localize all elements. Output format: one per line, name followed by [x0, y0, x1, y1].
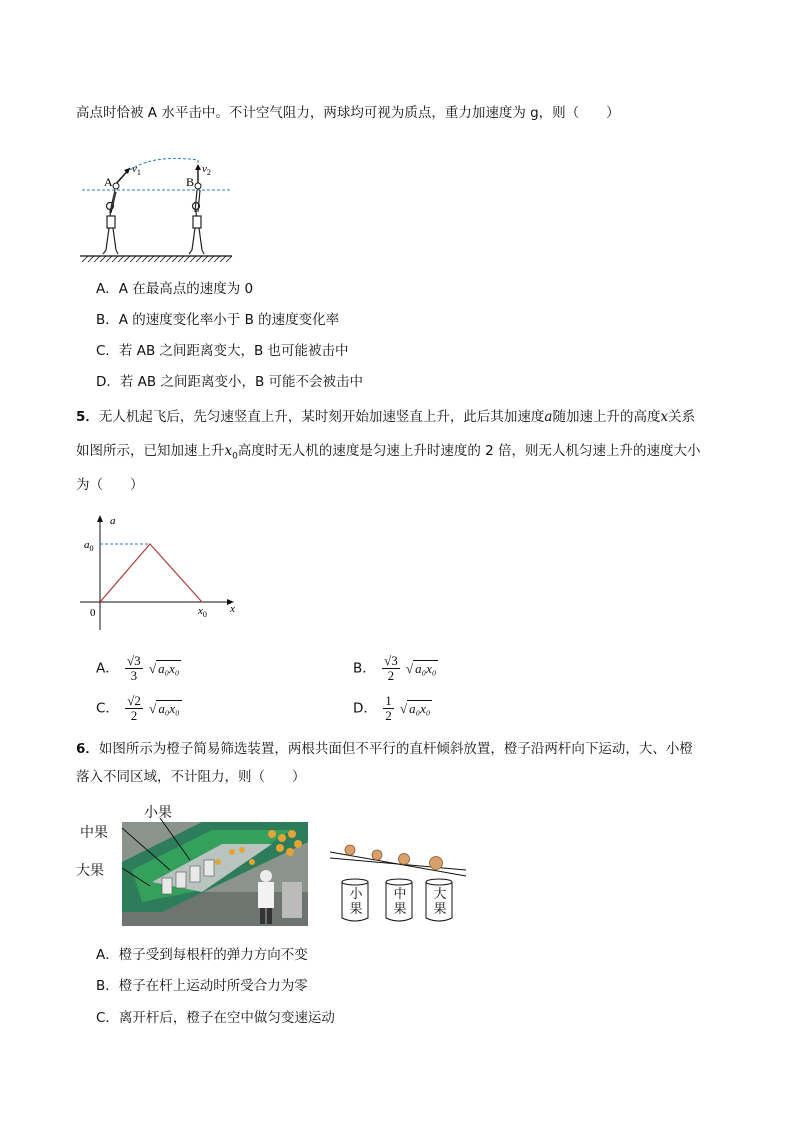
- a0-label: $a_0$: [84, 539, 94, 553]
- q5-line1: 5．无人机起飞后，先匀速竖直上升，某时刻开始加速竖直上升，此后其加速度a随加速上升的高度x关系: [76, 409, 696, 425]
- q6-number: 6．: [76, 741, 99, 757]
- rod-lower: [330, 858, 466, 870]
- q4-figure: [78, 150, 238, 268]
- q4-option-b: B．A 的速度变化率小于 B 的速度变化率: [96, 312, 340, 328]
- x0-label: $x_0$: [198, 605, 207, 619]
- q5-line3: 为（ ）: [76, 477, 144, 493]
- player-a: [103, 190, 118, 254]
- label-b: B: [186, 175, 195, 189]
- q4-option-a: A．A 在最高点的速度为 0: [96, 281, 254, 297]
- label-a: A: [104, 175, 113, 189]
- q6-line2: 落入不同区域，不计阻力，则（ ）: [76, 769, 306, 785]
- q4-stem-tail: 高点时恰被 A 水平击中。不计空气阻力，两球均可视为质点，重力加速度为 g，则（ ）: [76, 105, 620, 121]
- accel-curve: [100, 544, 202, 602]
- rods-schematic: [326, 842, 472, 878]
- q5-graph: [80, 510, 250, 640]
- orange-2: [372, 850, 382, 860]
- label-v1: $v_1$: [132, 163, 141, 177]
- orange-4: [430, 857, 443, 870]
- player-b: [189, 190, 204, 254]
- bin-medium: 中 果: [393, 887, 407, 917]
- y-axis-label: a: [110, 515, 116, 527]
- label-pointers: [100, 810, 220, 890]
- q5-line2: 如图所示，已知加速上升$x_0$高度时无人机的速度是匀速上升时速度的 2 倍，则无人机匀速上升的速度大小: [76, 443, 701, 462]
- ball-b: [195, 183, 201, 189]
- bin-small: 小 果: [349, 887, 363, 917]
- q5-option-c: C． $\frac{√2}{2}$ √ a₀x₀: [96, 693, 180, 723]
- q5-option-d: D． $\frac{1}{2}$ √ a₀x₀: [353, 693, 431, 723]
- q6-option-b: B．橙子在杆上运动时所受合力为零: [96, 978, 308, 994]
- bin-large: 大 果: [433, 887, 447, 917]
- origin-label: 0: [90, 607, 96, 619]
- label-large-fruit: 大果: [76, 863, 104, 879]
- q4-option-c: C．若 AB 之间距离变大，B 也可能被击中: [96, 343, 349, 359]
- ball-a: [113, 183, 119, 189]
- label-medium-fruit: 中果: [80, 825, 108, 841]
- label-small-fruit: 小果: [144, 805, 172, 821]
- q5-option-b: B． $\frac{√3}{2}$ √ a₀x₀: [353, 653, 437, 683]
- q4-option-d: D．若 AB 之间距离变小，B 可能不会被击中: [96, 374, 364, 390]
- orange-1: [345, 845, 355, 855]
- x-axis-label: x: [230, 603, 235, 615]
- label-v2: $v_2$: [202, 163, 211, 177]
- q6-option-a: A．橙子受到每根杆的弹力方向不变: [96, 947, 308, 963]
- q5-option-a: A． $\frac{√3}{3}$ √ a₀x₀: [96, 653, 180, 683]
- q6-option-c: C．离开杆后，橙子在空中做匀变速运动: [96, 1010, 335, 1026]
- q5-number: 5．: [76, 409, 99, 425]
- q6-line1: 6．如图所示为橙子简易筛选装置，两根共面但不平行的直杆倾斜放置，橙子沿两杆向下运动，大、小橙: [76, 741, 693, 757]
- orange-3: [399, 854, 410, 865]
